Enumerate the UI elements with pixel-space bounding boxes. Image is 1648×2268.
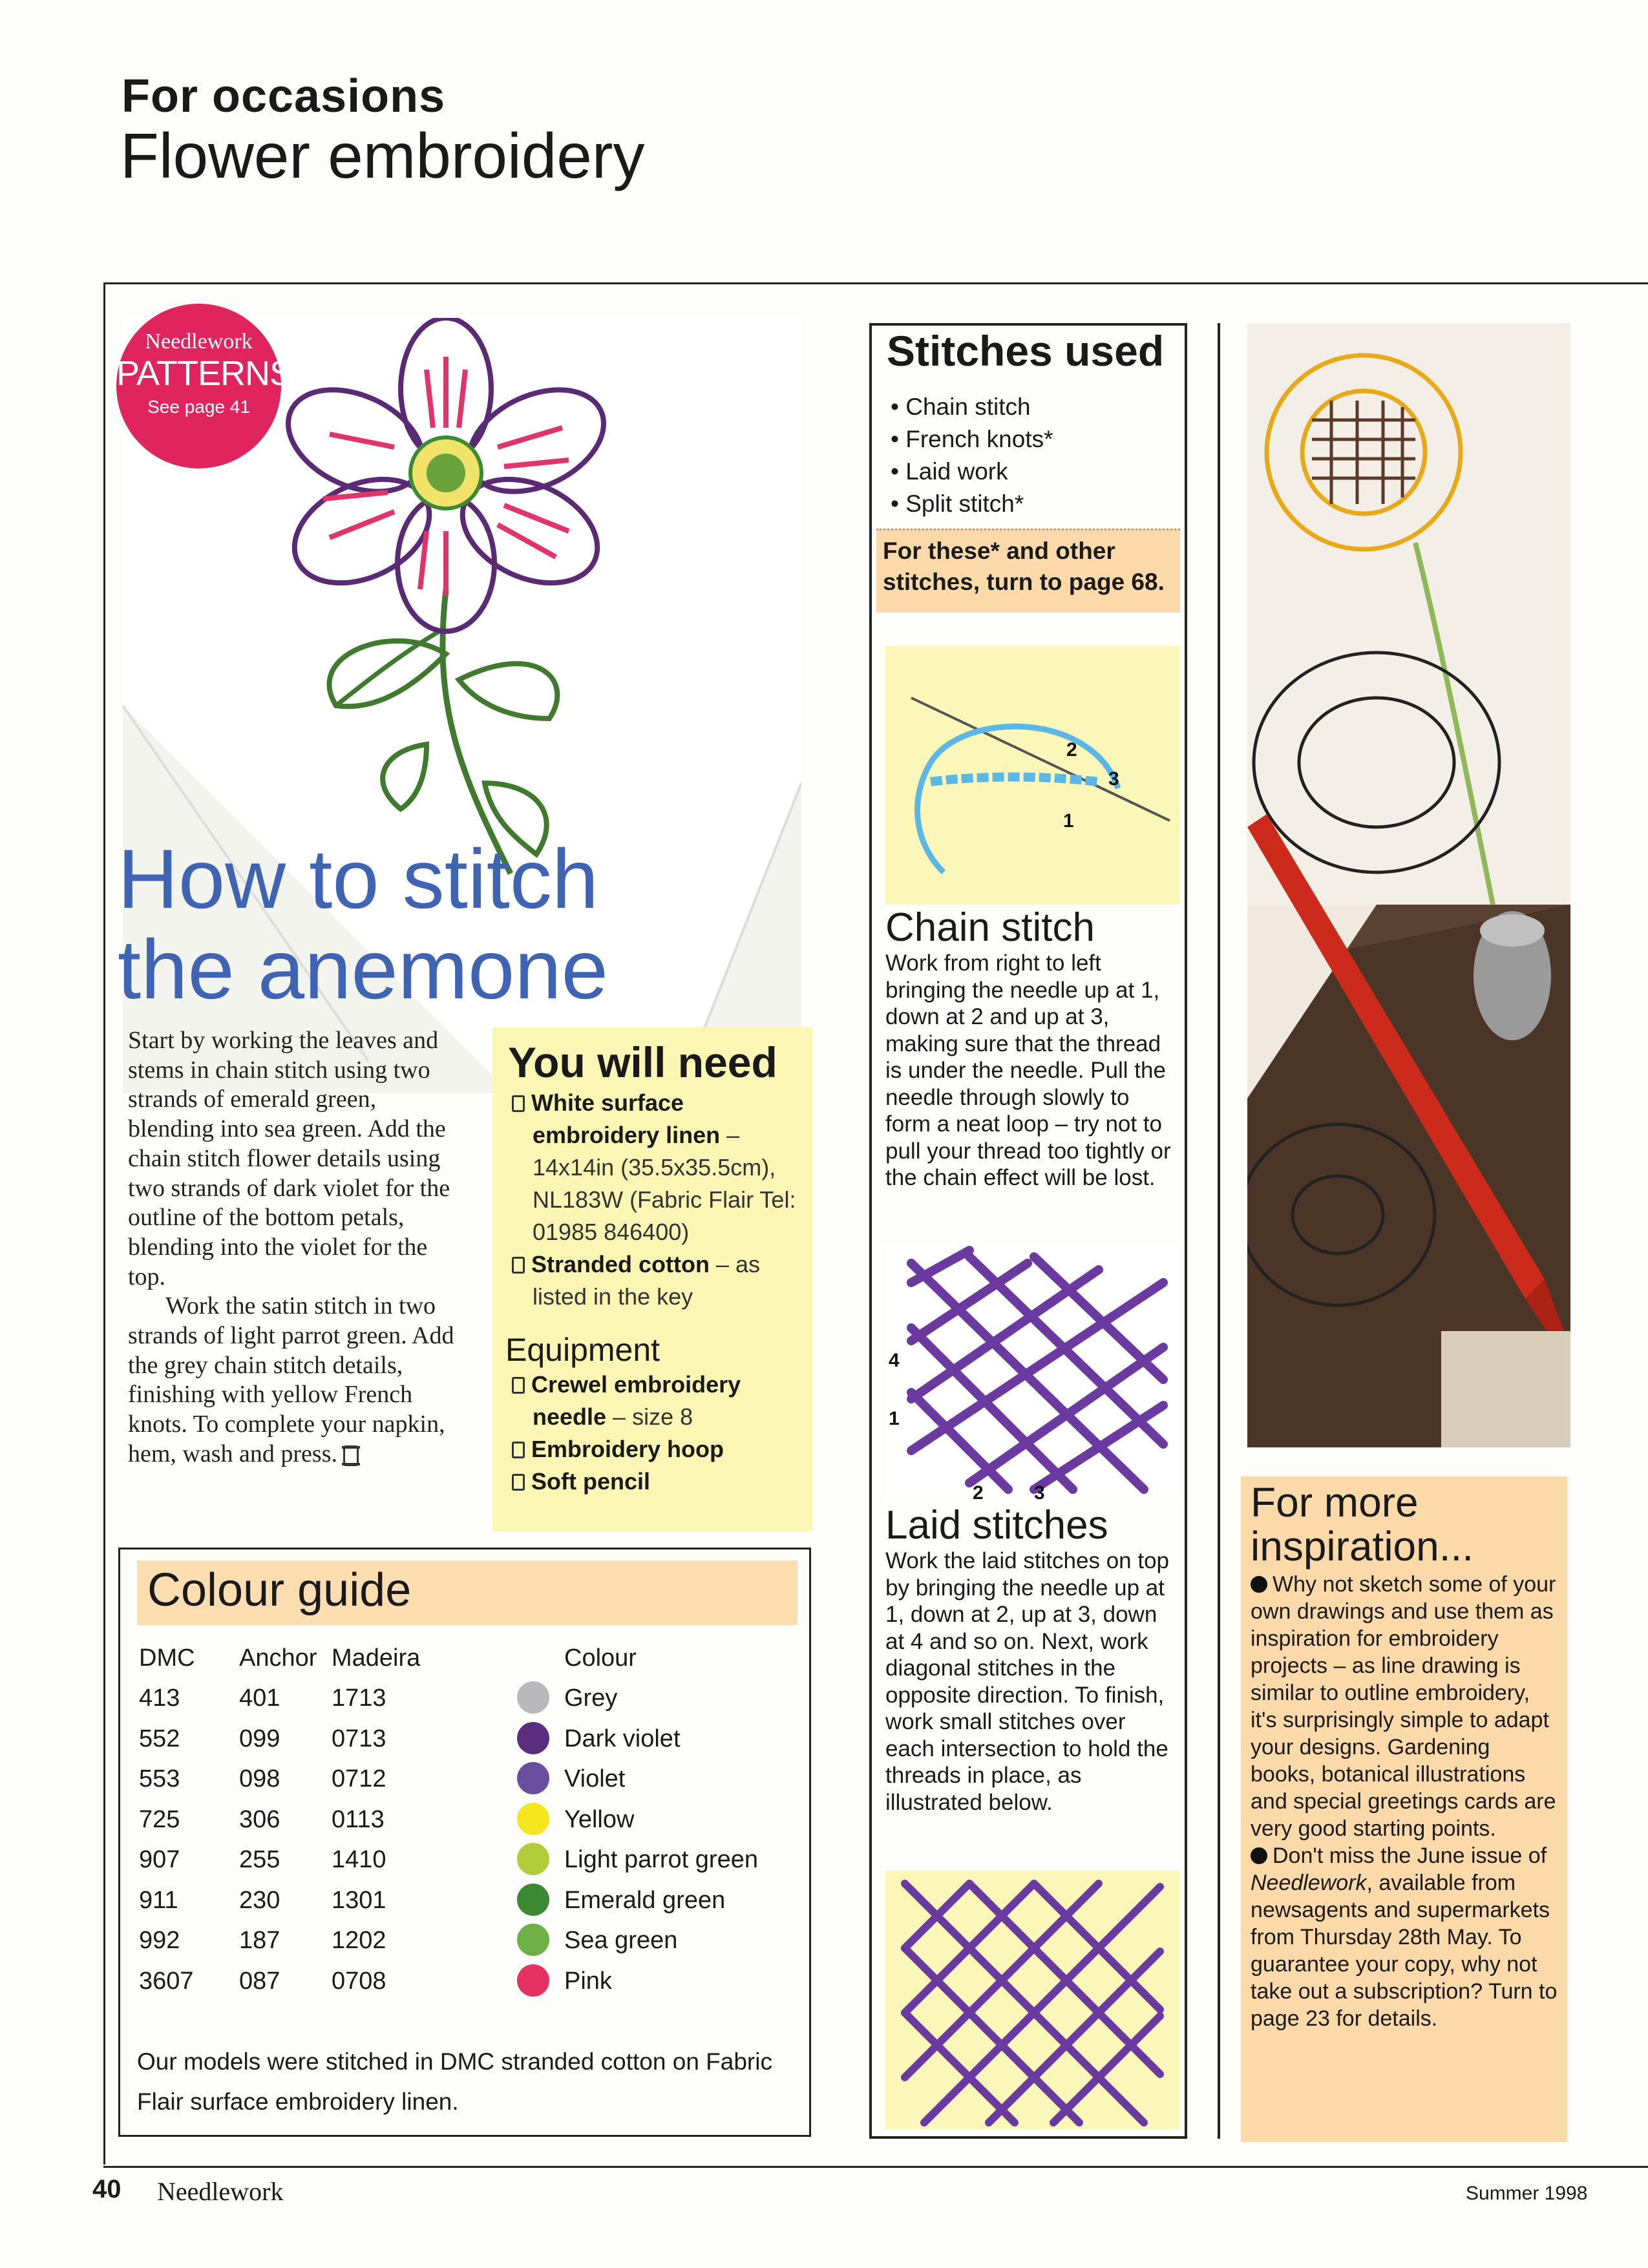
page-number: 40 xyxy=(92,2175,121,2203)
colour-guide-dmc-cell: 552 xyxy=(139,1725,180,1752)
colour-guide-anchor-cell: 087 xyxy=(239,1967,280,1995)
spool-icon xyxy=(512,1257,525,1274)
colour-guide-anchor-cell: 099 xyxy=(239,1725,280,1752)
laid-lattice-diagram xyxy=(885,1871,1179,2129)
column-header-colour: Colour xyxy=(564,1644,637,1672)
article-body xyxy=(128,1026,454,1469)
spool-icon xyxy=(512,1474,525,1491)
chain-label: 2 xyxy=(1066,739,1077,761)
chain-stitch-title: Chain stitch xyxy=(885,905,1095,950)
spool-icon xyxy=(512,1377,525,1394)
stitches-title: Stitches used xyxy=(887,327,1165,375)
laid-stitches-text: Work the laid stitches on top by bringing the needle up at 1, down at 2, up at 3, down at 4 and so on. Next, work diagonal stitches in the opposite direction. To finish, work small stitches over each intersection to hold the threads in place, as illustrated below. xyxy=(885,1548,1170,1815)
you-will-need-box xyxy=(492,1027,812,1531)
column-header-madeira: Madeira xyxy=(332,1644,421,1672)
colour-guide-colour-cell: Pink xyxy=(564,1967,612,1995)
spool-icon xyxy=(343,1445,359,1466)
stitch-list-item: • French knots* xyxy=(891,423,1053,456)
bullet-icon xyxy=(1251,1576,1267,1593)
colour-guide-colour-cell: Violet xyxy=(564,1765,626,1792)
need-item-detail: – as listed in the key xyxy=(533,1251,761,1310)
need-item-name: Stranded cotton xyxy=(531,1251,710,1277)
need-item-name: White surface embroidery linen xyxy=(531,1089,721,1148)
laid-label: 1 xyxy=(889,1408,900,1429)
colour-guide-dmc-cell: 907 xyxy=(139,1846,180,1873)
sunflower-drawing-photo xyxy=(1247,323,1570,1447)
stitches-list xyxy=(891,391,1053,520)
section-label: For occasions xyxy=(121,70,446,122)
colour-guide-footnote: Our models were stitched in DMC stranded cotton on Fabric Flair surface embroidery linen. xyxy=(137,2048,772,2115)
colour-guide-anchor-cell: 098 xyxy=(239,1765,280,1792)
colour-guide-madeira-cell: 0712 xyxy=(332,1765,386,1792)
inspiration-paragraph-1 xyxy=(1251,1571,1558,1842)
colour-guide-madeira-cell: 0713 xyxy=(332,1725,386,1752)
equipment-item xyxy=(499,1433,806,1465)
colour-guide-dmc-cell: 725 xyxy=(139,1805,180,1833)
body-paragraph-2-text: Work the satin stitch in two strands of light parrot green. Add the grey chain stitch details, finishing with yellow French knots. To complete your napkin, hem, wash and press. xyxy=(128,1292,454,1467)
laid-stitches-title: Laid stitches xyxy=(885,1503,1108,1548)
inspiration-box xyxy=(1241,1476,1567,2142)
colour-guide-madeira-cell: 0708 xyxy=(332,1967,386,1995)
patterns-badge[interactable] xyxy=(116,304,293,468)
bottom-divider xyxy=(103,2166,1648,2168)
colour-guide-colour-cell: Grey xyxy=(564,1685,618,1712)
spool-icon xyxy=(512,1095,525,1112)
laid-label: 4 xyxy=(889,1350,900,1371)
equipment-item-detail: – size 8 xyxy=(606,1403,693,1430)
colour-guide-madeira-cell: 1301 xyxy=(332,1886,386,1914)
colour-guide-colour-cell: Sea green xyxy=(564,1927,678,1954)
stitch-list-item: • Chain stitch xyxy=(891,391,1053,423)
bullet-icon xyxy=(1251,1847,1267,1864)
heading-line-2: the anemone xyxy=(118,922,608,1016)
colour-guide-dmc-cell: 413 xyxy=(139,1685,180,1712)
need-item xyxy=(499,1248,806,1313)
equipment-item-name: Crewel embroidery needle xyxy=(531,1371,741,1430)
colour-swatch xyxy=(517,1722,549,1754)
colour-swatch xyxy=(517,1924,549,1956)
badge-title: PATTERNS xyxy=(116,354,293,393)
colour-guide-dmc-cell: 992 xyxy=(139,1927,180,1954)
colour-swatch xyxy=(517,1884,549,1916)
chain-stitch-text: Work from right to left bringing the needle up at 1, down at 2 and up at 3, making sure that the thread is under the needle. Pull the needle through slowly to form a neat loop – try not to pull your thread too tightly or the chain effect will be lost. xyxy=(885,950,1171,1190)
colour-guide-dmc-cell: 553 xyxy=(139,1765,180,1792)
equipment-title: Equipment xyxy=(505,1332,660,1368)
colour-guide-anchor-cell: 230 xyxy=(239,1886,280,1914)
laid-label: 2 xyxy=(973,1482,984,1502)
colour-swatch xyxy=(517,1803,549,1835)
stitch-list-item: • Laid work xyxy=(891,456,1053,488)
colour-guide-colour-cell: Dark violet xyxy=(564,1725,681,1752)
colour-guide-madeira-cell: 1713 xyxy=(332,1685,386,1712)
laid-stitches-diagram xyxy=(885,1244,1179,1502)
column-header-anchor: Anchor xyxy=(239,1644,317,1672)
inspiration-paragraph-2-pre: Don't miss the June issue of xyxy=(1273,1843,1547,1868)
inspiration-paragraph-2-post: , available from newsagents and supermarkets from Thursday 28th May. To guarantee your copy, why not take out a subscription? Turn to page 23 for details. xyxy=(1251,1871,1558,2031)
chain-label: 1 xyxy=(1063,810,1074,832)
colour-swatch xyxy=(517,1843,549,1875)
colour-guide-colour-cell: Yellow xyxy=(564,1805,635,1833)
right-column-divider xyxy=(1218,323,1220,2139)
article-heading xyxy=(118,834,608,1014)
inspiration-magazine-name: Needlework xyxy=(1251,1871,1367,1895)
inspiration-title: For more inspiration... xyxy=(1251,1479,1474,1570)
colour-guide-madeira-cell: 1410 xyxy=(332,1846,386,1873)
magazine-name: Needlework xyxy=(157,2177,284,2206)
inspiration-text xyxy=(1251,1571,1558,2032)
equipment-item-name: Soft pencil xyxy=(531,1468,651,1495)
equipment-item-name: Embroidery hoop xyxy=(531,1436,724,1462)
colour-guide-madeira-cell: 0113 xyxy=(332,1805,385,1833)
badge-page-ref: See page 41 xyxy=(147,397,250,417)
laid-label: 3 xyxy=(1034,1482,1045,1502)
colour-guide-dmc-cell: 911 xyxy=(139,1886,178,1914)
page-title: Flower embroidery xyxy=(120,120,645,191)
column-header-dmc: DMC xyxy=(139,1644,195,1672)
equipment-item xyxy=(499,1369,806,1433)
stitch-list-item: • Split stitch* xyxy=(891,488,1053,520)
chain-label: 3 xyxy=(1108,768,1119,790)
colour-guide-colour-cell: Emerald green xyxy=(564,1886,726,1914)
inspiration-paragraph-2 xyxy=(1251,1842,1558,2032)
colour-guide-dmc-cell: 3607 xyxy=(139,1967,194,1995)
body-paragraph-1: Start by working the leaves and stems in chain stitch using two strands of emerald green, blending into sea green. Add the chain stitch flower details using two strands of dark violet for the outline of the bottom petals, blending into the violet for the top. xyxy=(128,1027,450,1290)
chain-stitch-diagram xyxy=(885,646,1179,905)
equipment-item xyxy=(499,1465,806,1498)
colour-guide-anchor-cell: 401 xyxy=(239,1685,280,1712)
need-item xyxy=(499,1087,806,1248)
inspiration-paragraph-1-text: Why not sketch some of your own drawings and use them as inspiration for embroidery projects – as line drawing is similar to outline embroidery, it's surprisingly simple to adapt your designs. Gardening books, botanical illustrations and special greetings cards are very good starting points. xyxy=(1251,1572,1556,1841)
colour-guide-colour-cell: Light parrot green xyxy=(564,1846,758,1873)
colour-guide-anchor-cell: 187 xyxy=(239,1927,280,1954)
badge-brand: Needlework xyxy=(145,330,253,353)
spool-icon xyxy=(512,1442,525,1458)
colour-guide-anchor-cell: 306 xyxy=(239,1805,280,1833)
colour-guide-title: Colour guide xyxy=(147,1564,412,1616)
stitches-page-note: For these* and other stitches, turn to page 68. xyxy=(876,529,1180,613)
colour-swatch xyxy=(517,1681,549,1714)
you-will-need-title: You will need xyxy=(508,1038,777,1086)
colour-guide-madeira-cell: 1202 xyxy=(332,1927,386,1954)
colour-swatch xyxy=(517,1964,549,1997)
body-paragraph-2 xyxy=(128,1292,454,1469)
heading-line-1: How to stitch xyxy=(118,832,599,926)
colour-guide-anchor-cell: 255 xyxy=(239,1846,280,1873)
need-item-detail: – 14x14in (35.5x35.5cm), NL183W (Fabric Flair Tel: 01985 846400) xyxy=(533,1122,796,1245)
colour-swatch xyxy=(517,1762,549,1794)
issue-date: Summer 1998 xyxy=(1466,2183,1588,2204)
